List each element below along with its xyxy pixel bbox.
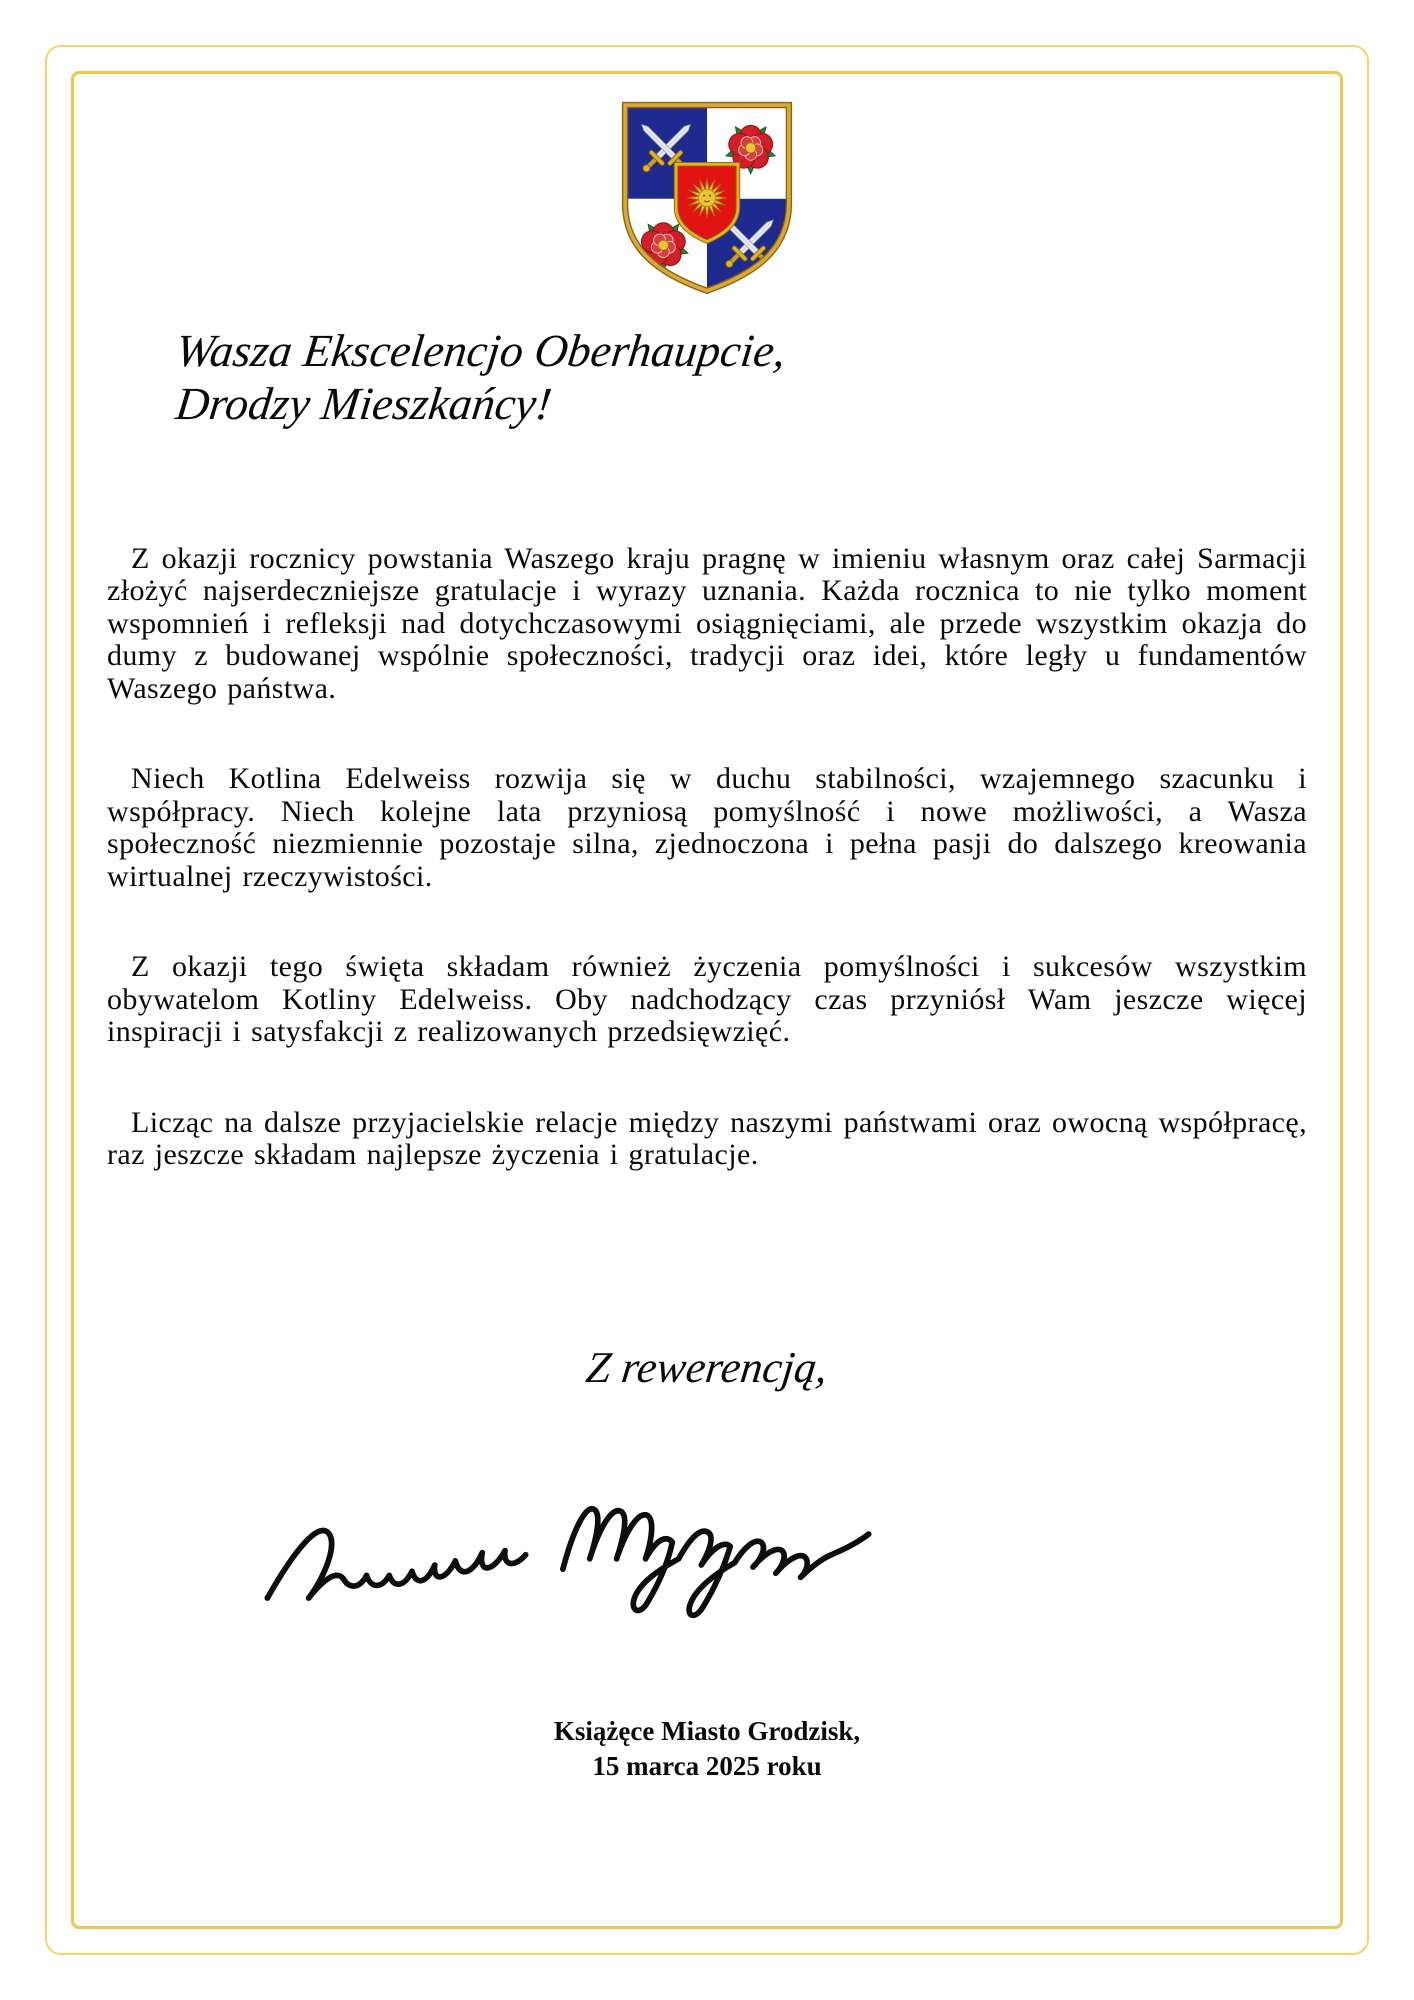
letter-paragraph-4: Licząc na dalsze przyjacielskie relacje między naszymi państwami oraz owocną współpracę, raz jeszcze składam najlepsze życzenia i gratulacje. xyxy=(107,1105,1307,1172)
closing-line: Z rewerencją, xyxy=(583,1342,831,1392)
coat-of-arms-icon xyxy=(616,96,798,298)
signature-icon xyxy=(257,1443,877,1624)
letter-paragraph-3: Z okazji tego święta składam również życzenia pomyślności i sukcesów wszystkim obywatelom Kotliny Edelweiss. Oby nadchodzący czas przyniósł Wam jeszcze więcej inspiracji i satysfakcji z realizowanych przedsięwzięć. xyxy=(107,950,1307,1049)
salutation-line-1: Wasza Ekscelencjo Oberhaupcie, xyxy=(173,325,789,376)
footer-date: 15 marca 2025 roku xyxy=(592,1750,822,1781)
letter-paragraph-1: Z okazji rocznicy powstania Waszego kraju pragnę w imieniu własnym oraz całej Sarmacji złożyć najserdeczniejsze gratulacje i wyrazy uznania. Każda rocznica to nie tylko moment wspomnień i refleksji nad dotychczasowymi osiągnięciami, ale przede wszystkim okazja do dumy z budowanej wspólnie społeczności, tradycji oraz idei, które legły u fundamentów Waszego państwa. xyxy=(107,541,1307,705)
letter-footer xyxy=(107,1714,1307,1784)
salutation-line-2: Drodzy Mieszkańcy! xyxy=(173,378,555,430)
footer-place: Książęce Miasto Grodzisk, xyxy=(553,1715,861,1746)
coat-of-arms xyxy=(107,96,1307,298)
signature xyxy=(257,1443,877,1624)
letter-paragraph-2: Niech Kotlina Edelweiss rozwija się w duchu stabilności, wzajemnego szacunku i współpracy. Niech kolejne lata przyniosą pomyślność i nowe możliwości, a Wasza społeczność niezmiennie pozostaje silna, zjednoczona i pełna pasji do dalszego kreowania wirtualnej rzeczywistości. xyxy=(107,762,1307,893)
